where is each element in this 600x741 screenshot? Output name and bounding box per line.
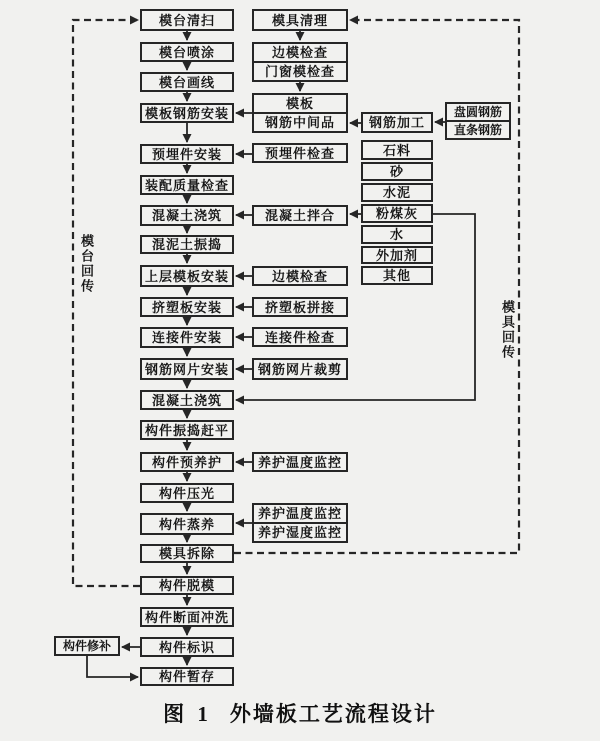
figure-caption-number: 图 1 bbox=[163, 702, 212, 726]
flow-box-concrete-mix: 混凝土拌合 bbox=[252, 205, 348, 226]
flow-box-precure: 构件预养护 bbox=[140, 452, 234, 472]
flow-cell-rebar-intermediate: 钢筋中间品 bbox=[264, 115, 335, 130]
flow-box-formwork-rebar-install: 模板钢筋安装 bbox=[140, 103, 234, 123]
flow-cell-cure-temp-monitor-2: 养护温度监控 bbox=[254, 505, 346, 524]
flow-box-mold-removal: 模具拆除 bbox=[140, 544, 234, 563]
flow-box-mold-table-clean: 模台清扫 bbox=[140, 9, 234, 31]
figure-caption-title: 外墙板工艺流程设计 bbox=[229, 702, 437, 726]
flow-box-repair: 构件修补 bbox=[54, 636, 120, 656]
flow-box-rebar-processing: 钢筋加工 bbox=[361, 112, 433, 133]
flow-box-mold-clean: 模具清理 bbox=[252, 9, 348, 31]
flow-box-demold: 构件脱模 bbox=[140, 576, 234, 595]
repair-to-store-path bbox=[87, 656, 138, 677]
flow-box-vibrate-level: 构件振捣赶平 bbox=[140, 420, 234, 440]
mold-table-return-path bbox=[73, 20, 140, 586]
flow-box-mesh-install: 钢筋网片安装 bbox=[140, 358, 234, 380]
flow-box-material-sand: 砂 bbox=[361, 162, 433, 181]
flow-box-mesh-cut: 钢筋网片裁剪 bbox=[252, 358, 348, 380]
flow-cell-cure-humidity-monitor: 养护湿度监控 bbox=[257, 525, 342, 540]
flow-box-material-flyash: 粉煤灰 bbox=[361, 204, 433, 223]
flow-box-press-polish: 构件压光 bbox=[140, 483, 234, 503]
flow-box-concrete-pour-2: 混凝土浇筑 bbox=[140, 390, 234, 410]
flow-cell-side-mold-check: 边模检查 bbox=[254, 44, 346, 63]
flow-box-mold-table-line: 模台画线 bbox=[140, 72, 234, 92]
flow-box-steam-cure: 构件蒸养 bbox=[140, 513, 234, 535]
flow-box-material-other: 其他 bbox=[361, 266, 433, 285]
flow-box-embed-install: 预埋件安装 bbox=[140, 144, 234, 164]
flow-box-concrete-pour-1: 混凝土浇筑 bbox=[140, 205, 234, 226]
flow-box-section-wash: 构件断面冲洗 bbox=[140, 607, 234, 627]
flow-cell-straight-rebar: 直条钢筋 bbox=[453, 123, 502, 137]
mold-table-return-label: 模台回传 bbox=[78, 234, 94, 294]
flow-box-concrete-vibrate: 混泥土振捣 bbox=[140, 235, 234, 254]
flow-box-cure-monitors bbox=[252, 503, 348, 543]
flow-box-mark: 构件标识 bbox=[140, 637, 234, 657]
figure-caption bbox=[0, 698, 600, 728]
flow-cell-formwork: 模板 bbox=[254, 95, 346, 114]
flow-box-material-cement: 水泥 bbox=[361, 183, 433, 202]
mold-return-label: 模具回传 bbox=[499, 300, 515, 360]
flow-box-material-water: 水 bbox=[361, 225, 433, 244]
flow-box-upper-formwork-install: 上层模板安装 bbox=[140, 265, 234, 287]
flow-box-mold-table-spray: 模台喷涂 bbox=[140, 42, 234, 62]
flow-box-embed-check: 预埋件检查 bbox=[252, 143, 348, 163]
flow-box-formwork-rebar-intermediate bbox=[252, 93, 348, 133]
flow-box-material-admixture: 外加剂 bbox=[361, 246, 433, 264]
flow-box-mold-checks bbox=[252, 42, 348, 82]
flow-box-cure-temp-monitor-1: 养护温度监控 bbox=[252, 452, 348, 472]
flow-cell-coil-rebar: 盘圆钢筋 bbox=[447, 104, 509, 122]
flow-cell-door-window-check: 门窗模检查 bbox=[264, 64, 335, 79]
flow-box-xps-splice: 挤塑板拼接 bbox=[252, 297, 348, 317]
flow-box-material-stone: 石料 bbox=[361, 140, 433, 160]
flow-box-rebar-sources bbox=[445, 102, 511, 140]
flow-box-connector-install: 连接件安装 bbox=[140, 327, 234, 348]
flow-box-xps-install: 挤塑板安装 bbox=[140, 297, 234, 317]
flow-box-connector-check: 连接件检查 bbox=[252, 327, 348, 347]
flow-box-quality-check: 装配质量检查 bbox=[140, 175, 234, 195]
flow-box-store: 构件暂存 bbox=[140, 667, 234, 686]
flow-box-side-mold-check-2: 边模检查 bbox=[252, 266, 348, 286]
